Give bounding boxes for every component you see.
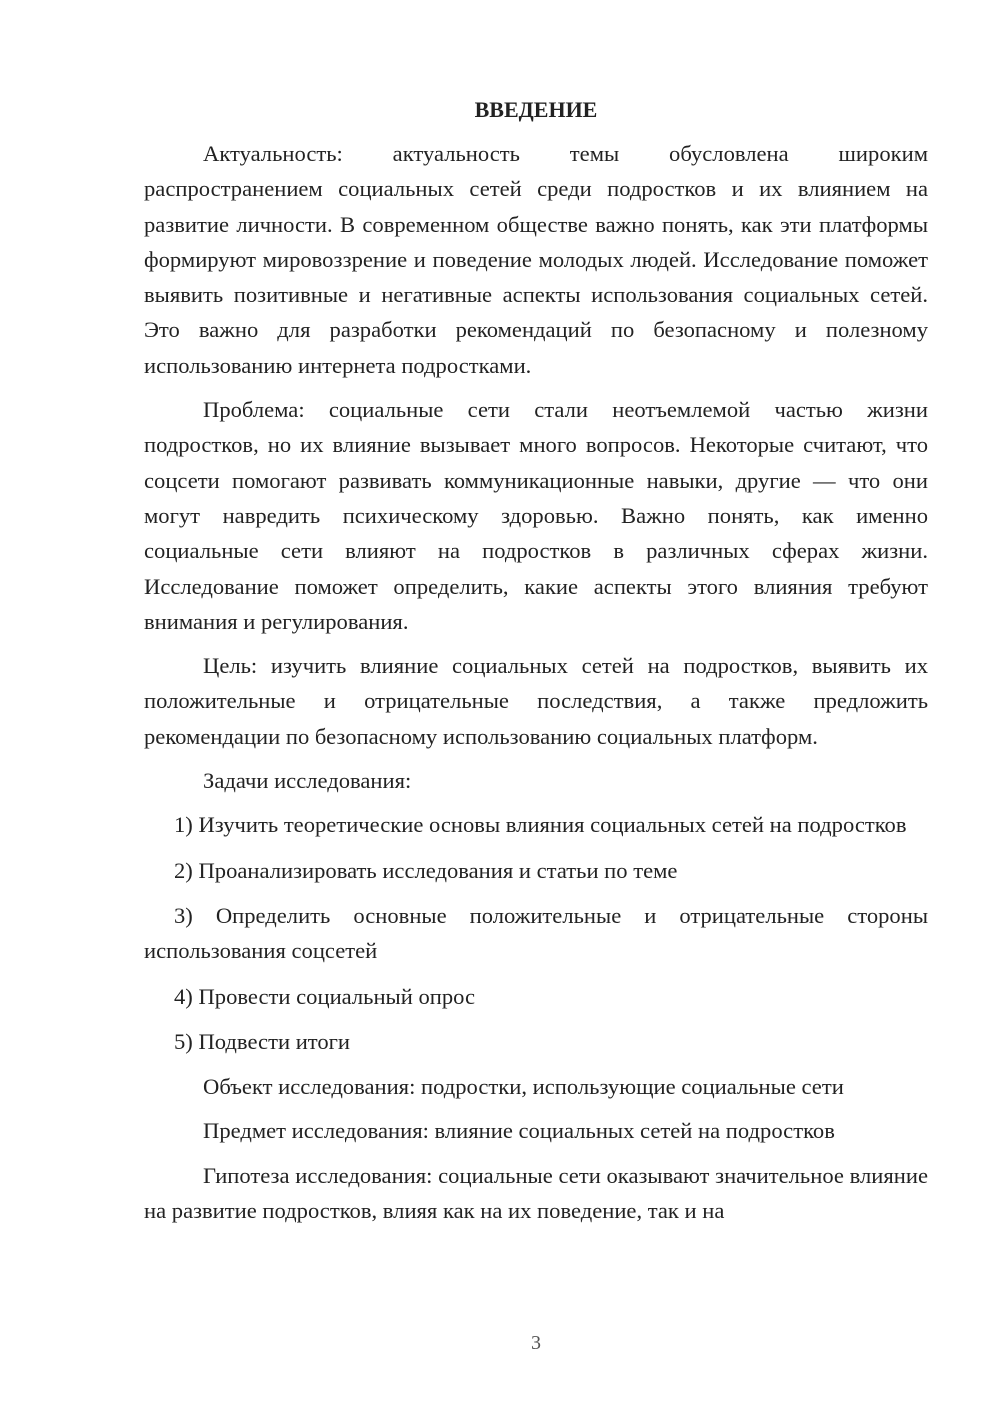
task-item: 5) Подвести итоги	[174, 1028, 351, 1054]
paragraph-problem: Проблема: социальные сети стали неотъемлемой частью жизни подростков, но их влияние вызывает много вопросов. Некоторые считают, что соцсети помогают развивать коммуникационные навыки, другие — что они могут навредить психическому здоровью. Важно понять, как именно социальные сети влияют на подростков в различных сферах жизни. Исследование поможет определить, какие аспекты этого влияния требуют внимания и регулирования.	[144, 397, 928, 634]
page-number: 3	[531, 1332, 541, 1354]
tasks-list	[144, 807, 928, 1059]
task-item: 1) Изучить теоретические основы влияния социальных сетей на подростков	[174, 812, 907, 838]
task-item: 3) Определить основные положительные и отрицательные стороны использования соцсетей	[144, 902, 928, 964]
task-item: 2) Проанализировать исследования и статьи по теме	[174, 857, 678, 883]
task-item: 4) Провести социальный опрос	[174, 983, 476, 1009]
tasks-title: Задачи исследования:	[203, 768, 412, 794]
document-page	[144, 92, 928, 1228]
paragraph-object: Объект исследования: подростки, использующие социальные сети	[203, 1074, 844, 1100]
paragraph-subject: Предмет исследования: влияние социальных сетей на подростков	[203, 1118, 835, 1144]
paragraph-relevance: Актуальность: актуальность темы обусловлена широким распространением социальных сетей среди подростков и их влиянием на развитие личности. В современном обществе важно понять, как эти платформы формируют мировоззрение и поведение молодых людей. Исследование поможет выявить позитивные и негативные аспекты использования социальных сетей. Это важно для разработки рекомендаций по безопасному и полезному использованию интернета подростками.	[144, 141, 928, 378]
paragraph-goal: Цель: изучить влияние социальных сетей на подростков, выявить их положительные и отрицательные последствия, а также предложить рекомендации по безопасному использованию социальных платформ.	[144, 653, 928, 749]
paragraph-hypothesis: Гипотеза исследования: социальные сети оказывают значительное влияние на развитие подростков, влияя как на их поведение, так и на	[144, 1162, 928, 1224]
section-heading: ВВЕДЕНИЕ	[474, 97, 598, 122]
